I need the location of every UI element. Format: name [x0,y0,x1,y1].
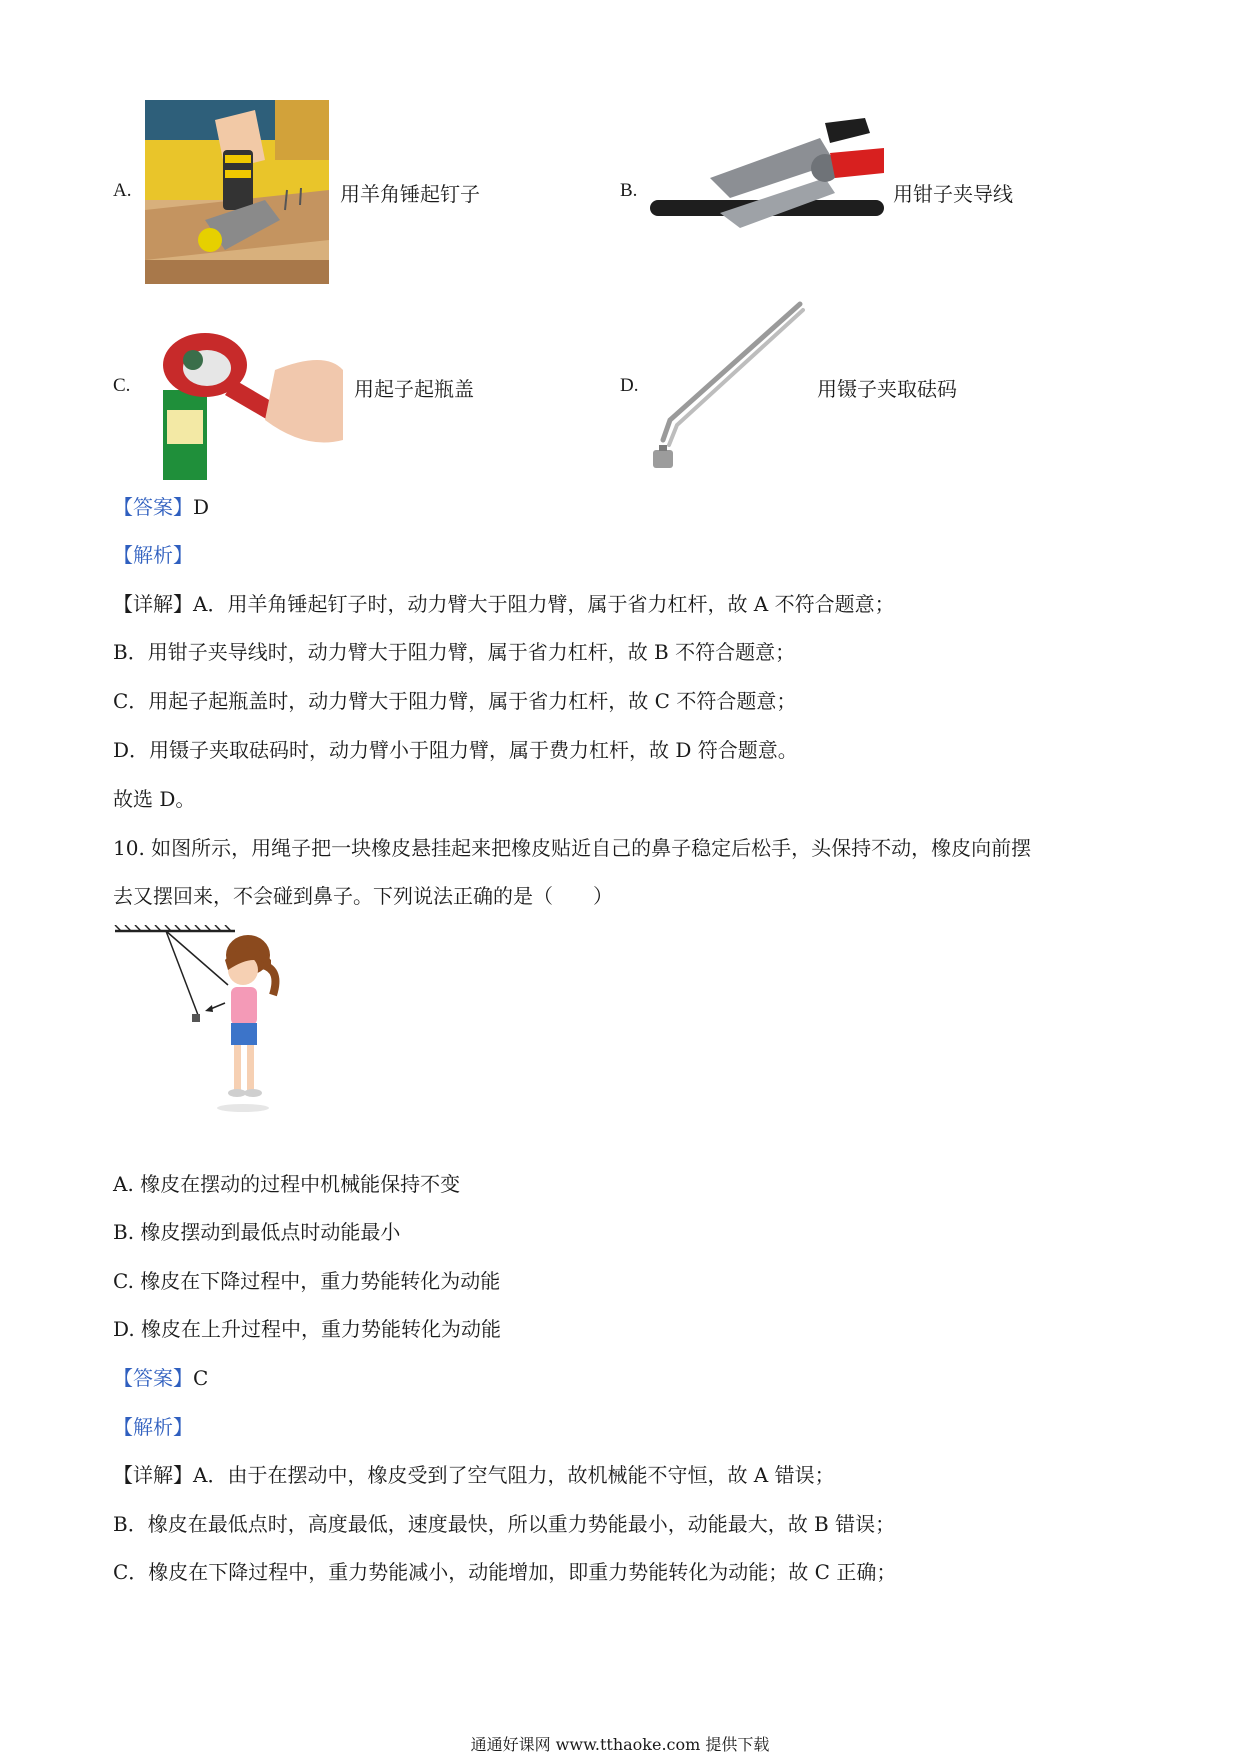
q10-option-c: C. 橡皮在下降过程中，重力势能转化为动能 [113,1269,501,1293]
option-c-text: 用起子起瓶盖 [354,377,474,401]
option-d-text: 用镊子夹取砝码 [817,377,957,401]
answer-value: D [193,495,210,519]
detail-label: 【详解】 [113,1463,193,1487]
answer-label: 【答案】 [113,1366,193,1390]
bottle-opener-icon [145,330,343,480]
answer-line-1 [113,493,209,521]
detail-line-2-3: C．橡皮在下降过程中，重力势能减小，动能增加，即重力势能转化为动能；故 C 正确； [113,1560,897,1584]
q10-stem-line-2: 去又摆回来，不会碰到鼻子。下列说法正确的是（ ） [113,884,613,908]
option-a-letter: A. [113,180,132,201]
detail-line-1-1 [113,590,895,618]
analysis-label-2: 【解析】 [113,1415,193,1439]
answer-value: C [193,1366,209,1390]
detail-line-1-4: D．用镊子夹取砝码时，动力臂小于阻力臂，属于费力杠杆，故 D 符合题意。 [113,738,798,762]
q10-stem-line-1: 10. 如图所示，用绳子把一块橡皮悬挂起来把橡皮贴近自己的鼻子稳定后松手，头保持不动，橡皮向前摆 [113,836,1032,860]
option-d-letter: D. [620,375,639,396]
option-b-text: 用钳子夹导线 [893,182,1013,206]
detail-line-1-3: C．用起子起瓶盖时，动力臂大于阻力臂，属于省力杠杆，故 C 不符合题意； [113,689,797,713]
pliers-icon [650,118,884,238]
option-c-letter: C. [113,375,131,396]
detail-text: A．用羊角锤起钉子时，动力臂大于阻力臂，属于省力杠杆，故 A 不符合题意； [193,592,895,616]
claw-hammer-icon [145,100,329,284]
q10-option-b: B. 橡皮摆动到最低点时动能最小 [113,1220,401,1244]
detail-label: 【详解】 [113,592,193,616]
option-a-text: 用羊角锤起钉子 [340,182,480,206]
detail-text: A．由于在摆动中，橡皮受到了空气阻力，故机械能不守恒，故 A 错误； [193,1463,835,1487]
analysis-label-1: 【解析】 [113,543,193,567]
answer-line-2 [113,1364,208,1392]
detail-line-2-1 [113,1461,835,1489]
pendulum-girl-figure [113,925,288,1115]
q10-option-a: A. 橡皮在摆动的过程中机械能保持不变 [113,1172,461,1196]
detail-line-1-2: B．用钳子夹导线时，动力臂大于阻力臂，属于省力杠杆，故 B 不符合题意； [113,640,796,664]
tweezers-icon [645,300,805,472]
page-footer: 通通好课网 www.tthaoke.com 提供下载 [470,1735,770,1754]
option-b-letter: B. [620,180,638,201]
detail-line-2-2: B．橡皮在最低点时，高度最低，速度最快，所以重力势能最小，动能最大，故 B 错误； [113,1512,896,1536]
q10-option-d: D. 橡皮在上升过程中，重力势能转化为动能 [113,1317,502,1341]
answer-label: 【答案】 [113,495,193,519]
conclusion-line-1: 故选 D。 [113,787,196,811]
